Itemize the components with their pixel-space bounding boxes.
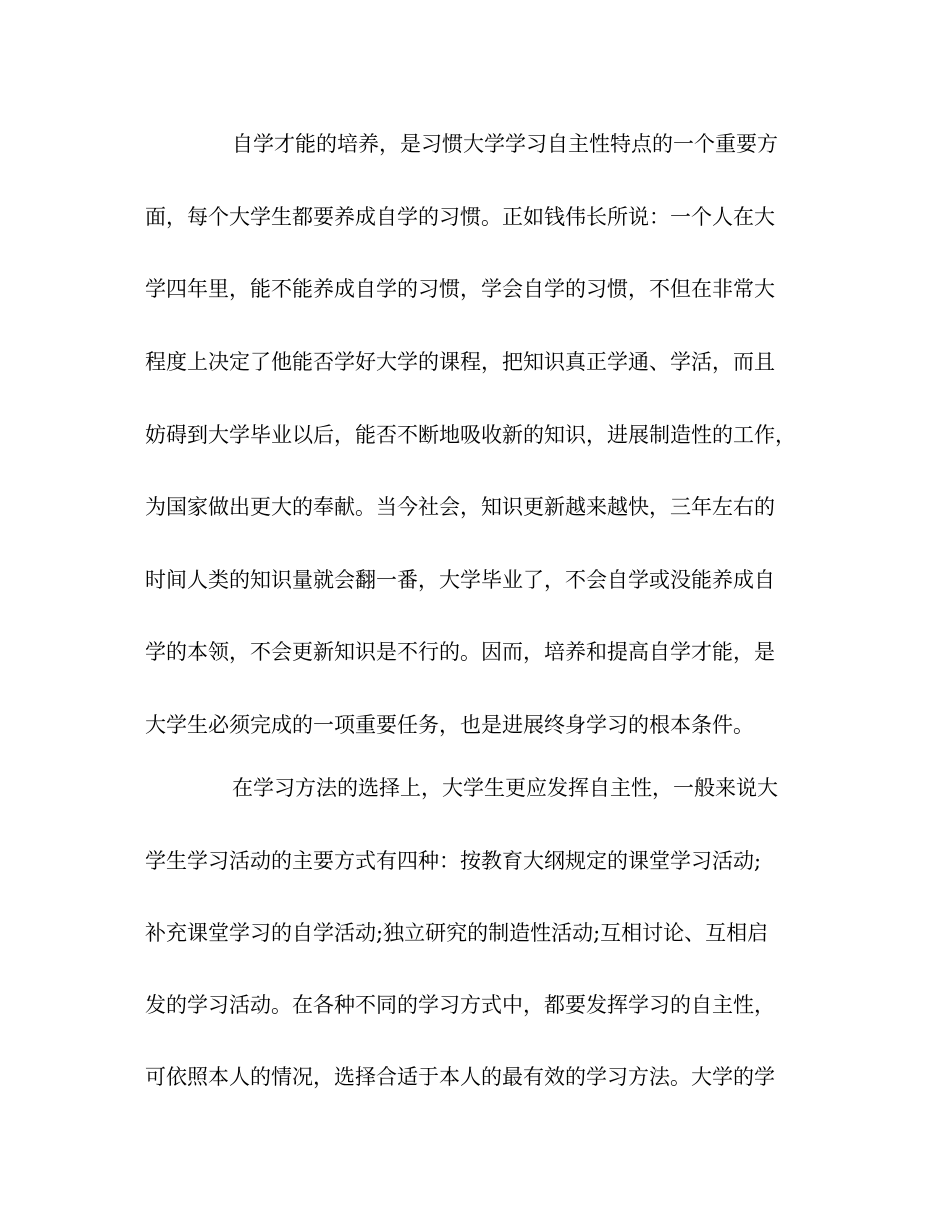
paragraph-1-line-1: 自学才能的培养，是习惯大学学习自主性特点的一个重要方 [232,132,778,156]
paragraph-1-line-8: 学的本领，不会更新知识是不行的。因而，培养和提高自学才能，是 [145,640,775,664]
paragraph-1-line-5: 妨碍到大学毕业以后，能否不断地吸收新的知识，进展制造性的工作， [145,423,796,447]
paragraph-2-line-3: 补充课堂学习的自学活动;独立研究的制造性活动;互相讨论、互相启 [145,921,769,945]
paragraph-2-line-2: 学生学习活动的主要方式有四种：按教育大纲规定的课堂学习活动; [145,849,762,873]
paragraph-1-line-2: 面，每个大学生都要养成自学的习惯。正如钱伟长所说：一个人在大 [145,205,775,229]
paragraph-2-line-4: 发的学习活动。在各种不同的学习方式中，都要发挥学习的自主性， [145,993,775,1017]
paragraph-1-line-3: 学四年里，能不能养成自学的习惯，学会自学的习惯，不但在非常大 [145,277,775,301]
paragraph-1-line-4: 程度上决定了他能否学好大学的课程，把知识真正学通、学活，而且 [145,350,775,374]
paragraph-1-line-6: 为国家做出更大的奉献。当今社会，知识更新越来越快，三年左右的 [145,495,775,519]
paragraph-2-line-1: 在学习方法的选择上，大学生更应发挥自主性，一般来说大 [232,776,778,800]
paragraph-1-line-7: 时间人类的知识量就会翻一番，大学毕业了，不会自学或没能养成自 [145,568,775,592]
paragraph-1-line-9: 大学生必须完成的一项重要任务，也是进展终身学习的根本条件。 [145,713,754,737]
paragraph-2-line-5: 可依照本人的情况，选择合适于本人的最有效的学习方法。大学的学 [145,1065,775,1089]
